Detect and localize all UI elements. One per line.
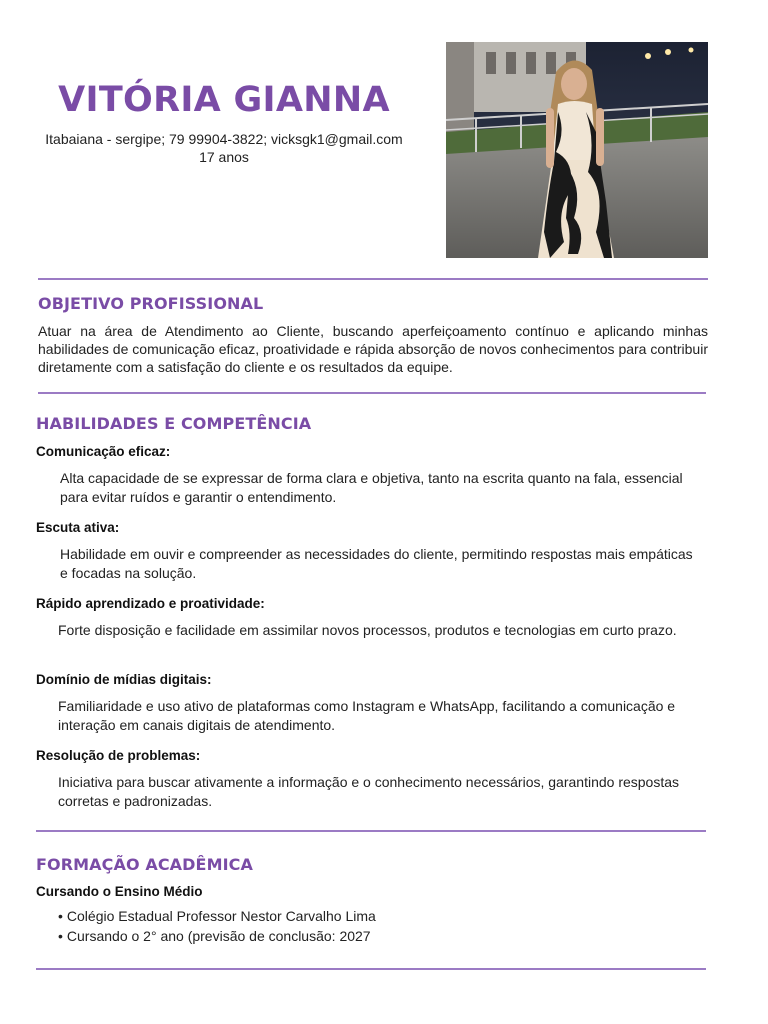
list-item: • Cursando o 2° ano (previsão de conclusão: 2027 bbox=[58, 927, 376, 947]
skill-description: Habilidade em ouvir e compreender as necessidades do cliente, permitindo respostas mais empáticas e focadas na solução. bbox=[60, 546, 693, 581]
skill-title: Escuta ativa: bbox=[36, 520, 120, 535]
skill-title: Comunicação eficaz: bbox=[36, 444, 171, 459]
skill-title: Domínio de mídias digitais: bbox=[36, 672, 212, 687]
objective-title: OBJETIVO PROFISSIONAL bbox=[38, 294, 264, 313]
skill-description: Familiaridade e uso ativo de plataformas como Instagram e WhatsApp, facilitando a comunicação e interação em canais digitais de atendimento. bbox=[58, 698, 676, 733]
education-list bbox=[58, 907, 376, 946]
skill-description: Alta capacidade de se expressar de forma clara e objetiva, tanto na escrita quanto na fala, essencial para evitar ruídos e garantir o entendimento. bbox=[60, 470, 683, 505]
age-line: 17 anos bbox=[199, 149, 249, 165]
education-title: FORMAÇÃO ACADÊMICA bbox=[36, 855, 253, 874]
skills-title: HABILIDADES E COMPETÊNCIA bbox=[36, 414, 312, 433]
skill-description: Forte disposição e facilidade em assimilar novos processos, produtos e tecnologias em curto prazo. bbox=[58, 622, 677, 638]
skill-description: Iniciativa para buscar ativamente a informação e o conhecimento necessários, garantindo respostas corretas e padronizadas. bbox=[58, 774, 680, 809]
contact-line: Itabaiana - sergipe; 79 99904-3822; vicksgk1@gmail.com bbox=[45, 131, 403, 147]
divider bbox=[38, 278, 708, 280]
contact-info bbox=[20, 130, 428, 166]
list-item: • Colégio Estadual Professor Nestor Carvalho Lima bbox=[58, 907, 376, 927]
divider bbox=[36, 830, 706, 832]
skill-title: Resolução de problemas: bbox=[36, 748, 201, 763]
divider bbox=[36, 968, 706, 970]
education-subtitle: Cursando o Ensino Médio bbox=[36, 884, 203, 899]
skill-title: Rápido aprendizado e proatividade: bbox=[36, 596, 265, 611]
objective-text: Atuar na área de Atendimento ao Cliente, buscando aperfeiçoamento contínuo e aplicando minhas habilidades de comunicação eficaz, proatividade e rápida absorção de novos conhecimentos para contribuir diretamente com a satisfação do cliente e os resultados da equipe. bbox=[38, 323, 708, 375]
divider bbox=[38, 392, 706, 394]
candidate-name: VITÓRIA GIANNA bbox=[58, 80, 390, 120]
profile-photo bbox=[446, 42, 708, 258]
